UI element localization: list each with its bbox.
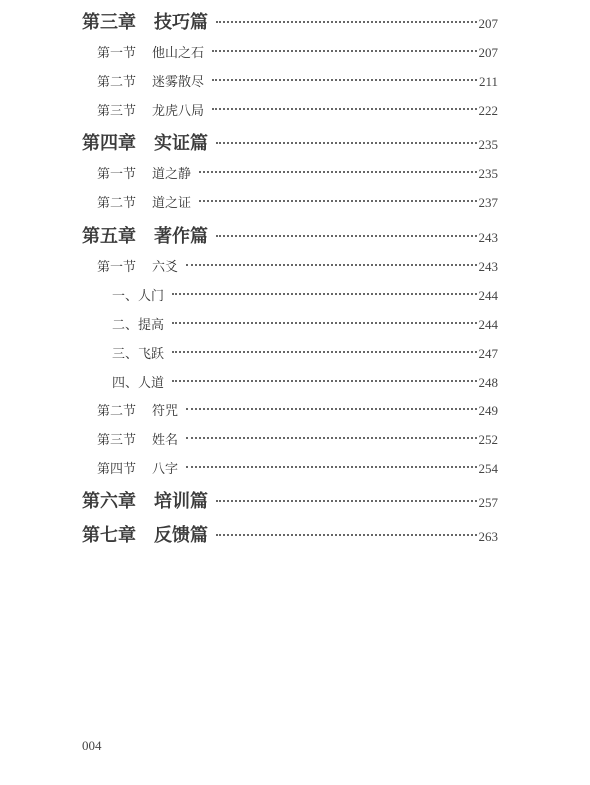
toc-entry-subsection[interactable] (112, 372, 498, 391)
dot-leader (216, 235, 477, 237)
page-ref: 207 (478, 16, 498, 31)
page-ref: 235 (478, 166, 498, 181)
dot-leader (186, 466, 476, 468)
toc-entry-section[interactable] (97, 400, 498, 419)
toc-entry-section[interactable] (97, 163, 498, 182)
toc-entry-subsection[interactable] (112, 314, 498, 333)
dot-leader (199, 171, 476, 173)
dot-leader (172, 293, 476, 295)
toc-entry-section[interactable] (97, 458, 498, 477)
section-title: 迷雾散尽 (152, 75, 205, 90)
page-ref: 235 (478, 137, 498, 152)
subsection-title: 三、飞跃 (112, 347, 165, 362)
toc-entry-section[interactable] (97, 192, 498, 211)
page-ref: 249 (478, 403, 498, 418)
section-title: 道之证 (152, 196, 192, 211)
subsection-title: 二、提高 (112, 318, 165, 333)
page-ref: 244 (478, 317, 498, 332)
dot-leader (186, 408, 476, 410)
dot-leader (216, 142, 477, 144)
section-title: 六爻 (152, 260, 179, 275)
section-number: 第一节 (97, 167, 137, 182)
chapter-title: 反馈篇 (154, 525, 208, 546)
section-number: 第三节 (97, 433, 137, 448)
page-ref: 252 (478, 432, 498, 447)
toc-entry-chapter[interactable] (82, 8, 498, 34)
dot-leader (216, 500, 477, 502)
chapter-title: 培训篇 (154, 491, 208, 512)
chapter-number: 第七章 (82, 525, 136, 546)
toc-entry-subsection[interactable] (112, 285, 498, 304)
toc-entry-subsection[interactable] (112, 343, 498, 362)
page-ref: 247 (478, 346, 498, 361)
page-ref: 244 (478, 288, 498, 303)
section-number: 第三节 (97, 104, 137, 119)
page-number: 004 (82, 738, 102, 753)
page-ref: 254 (478, 461, 498, 476)
toc-entry-chapter[interactable] (82, 487, 498, 513)
chapter-number: 第五章 (82, 226, 136, 247)
toc-entry-section[interactable] (97, 256, 498, 275)
chapter-title: 著作篇 (154, 226, 208, 247)
section-number: 第四节 (97, 462, 137, 477)
toc-entry-section[interactable] (97, 42, 498, 61)
section-number: 第二节 (97, 75, 137, 90)
chapter-number: 第四章 (82, 133, 136, 154)
page-ref: 207 (478, 45, 498, 60)
toc-entry-section[interactable] (97, 429, 498, 448)
page-ref: 211 (478, 74, 498, 89)
toc-entry-section[interactable] (97, 71, 498, 90)
section-title: 龙虎八局 (152, 104, 205, 119)
dot-leader (186, 437, 476, 439)
page-ref: 243 (478, 259, 498, 274)
section-number: 第一节 (97, 46, 137, 61)
chapter-number: 第三章 (82, 12, 136, 33)
subsection-title: 四、人道 (112, 376, 165, 391)
section-title: 符咒 (152, 404, 179, 419)
toc-entry-chapter[interactable] (82, 222, 498, 248)
subsection-title: 一、人门 (112, 289, 165, 304)
toc-entry-chapter[interactable] (82, 521, 498, 547)
dot-leader (172, 322, 476, 324)
chapter-number: 第六章 (82, 491, 136, 512)
dot-leader (212, 50, 476, 52)
dot-leader (212, 79, 477, 81)
dot-leader (216, 21, 477, 23)
page-ref: 243 (478, 230, 498, 245)
dot-leader (172, 351, 476, 353)
dot-leader (172, 380, 476, 382)
page-ref: 222 (478, 103, 498, 118)
section-title: 姓名 (152, 433, 179, 448)
dot-leader (186, 264, 476, 266)
chapter-title: 实证篇 (154, 133, 208, 154)
toc-entry-section[interactable] (97, 100, 498, 119)
dot-leader (216, 534, 477, 536)
page-ref: 257 (478, 495, 498, 510)
toc-entry-chapter[interactable] (82, 129, 498, 155)
page-ref: 237 (478, 195, 498, 210)
dot-leader (199, 200, 476, 202)
dot-leader (212, 108, 476, 110)
section-number: 第一节 (97, 260, 137, 275)
chapter-title: 技巧篇 (154, 12, 208, 33)
section-title: 道之静 (152, 167, 192, 182)
section-number: 第二节 (97, 404, 137, 419)
section-title: 八字 (152, 462, 179, 477)
page-ref: 248 (478, 375, 498, 390)
page-ref: 263 (478, 529, 498, 544)
section-title: 他山之石 (152, 46, 205, 61)
section-number: 第二节 (97, 196, 137, 211)
